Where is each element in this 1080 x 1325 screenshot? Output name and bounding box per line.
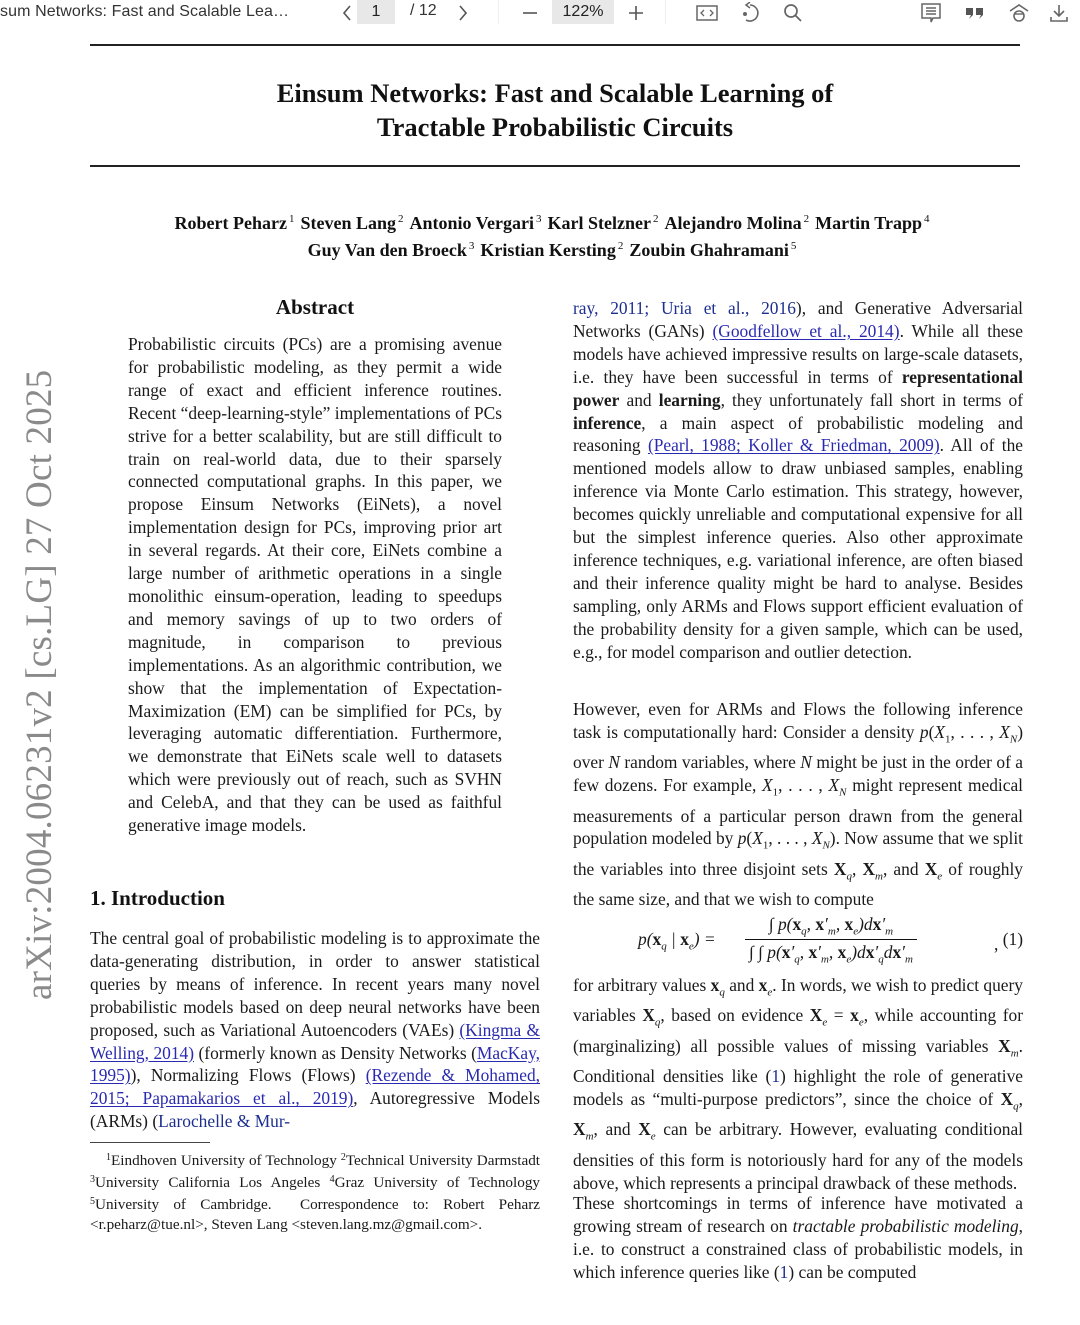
para2-text: However, even for ARMs and Flows the following inference task is computationally hard: Consider a density $p(X_1$, . . . , $X_N$) over N random variables, where N might be just in the order of a few dozens. For example, $X_1$, . . . , $X_N$ might represent medical measurements of a particular person drawn from the general population modeled by $p(X_1$, . . . , $X_N$). Now assume that we split the variables into three disjoint sets $X_q$, $X_m$, and $X_e$ of roughly the same size, and that we wish to compute xyxy=(573,699,1024,910)
zoom-out-icon xyxy=(521,4,539,22)
citation-link[interactable]: (Rezende & Mohamed, 2015; Papamakarios et al., 2019) xyxy=(90,1065,540,1109)
fit-page-icon xyxy=(696,5,718,21)
text-span: , Autoregressive Models (ARMs) ( xyxy=(90,1088,540,1132)
author-name: Karl Stelzner xyxy=(547,213,651,233)
fraction-bar xyxy=(745,939,917,940)
zoom-in-icon xyxy=(627,4,645,22)
prev-page-button[interactable] xyxy=(336,0,358,26)
title-top-rule xyxy=(90,44,1020,46)
abstract-body xyxy=(128,333,502,837)
intro-paragraph-1 xyxy=(90,927,540,1133)
authors-line-2 xyxy=(90,235,1020,262)
equation-ref-link[interactable]: 1 xyxy=(779,1261,789,1282)
toolbar-divider xyxy=(498,0,499,24)
bold-term: inference xyxy=(573,412,642,433)
author-name: Kristian Kersting xyxy=(480,240,616,260)
paper-title xyxy=(90,76,1020,144)
text-span: , they unfortunately fall short in terms of xyxy=(720,389,1023,410)
intro-text-continued xyxy=(573,297,1023,664)
title-line-1: Einsum Networks: Fast and Scalable Learning of xyxy=(276,78,834,108)
equation-number: (1) xyxy=(1002,929,1023,949)
intro-paragraph-1-continued xyxy=(573,297,1023,664)
comment-icon xyxy=(920,2,942,24)
affiliation-3: University California Los Angeles xyxy=(95,1174,321,1192)
abstract-heading: Abstract xyxy=(275,295,355,319)
rotate-button[interactable] xyxy=(738,0,764,26)
download-icon xyxy=(1049,3,1069,23)
zoom-in-button[interactable] xyxy=(624,0,648,26)
rotate-icon xyxy=(740,2,762,24)
affiliation-2: Technical University Darmstadt xyxy=(345,1152,541,1169)
para3-text: for arbitrary values $x_q$ and $x_e$. In words, we wish to predict query variables $X_q$, based on evidence $X_e = x_e$, while accounting for (marginalizing) all possible values of missing variables $X_m$. Conditional densities like (1) highlight the role of generative models as “multi-purpose predictors”, since the choice of $X_q$, $X_m$, and $X_e$ can be arbitrary. However, evaluating conditional densities of this form is notoriously hard for any of the models above, which represents a principal drawback of these methods. xyxy=(573,975,1024,1193)
text-span: can be computed xyxy=(794,1261,917,1282)
footnote-affiliations: $^1$Eindhoven University of Technology $^2$Technical University Darmstadt $^3$University California Los Angeles $^4$Graz University of Technology $^5$University of Cambridge. Correspondence to: Robert Peharz <r.peharz@tue.nl>, Steven Lang <steven.lang.mz@gmail.com>. xyxy=(90,1152,541,1233)
citation-link[interactable]: (Kingma & Welling, 2014) xyxy=(90,1019,540,1063)
intro-text xyxy=(90,927,540,1133)
equation-numerator: ∫ $p(x_q$, $x'_m$, $x_e)dx'_m$ xyxy=(768,914,894,938)
author-affiliation-marker: 3 xyxy=(468,240,475,252)
emphasis-term: tractable probabilistic modeling xyxy=(792,1215,1019,1236)
author-name: Guy Van den Broeck xyxy=(307,240,467,260)
equation-fraction xyxy=(745,914,917,966)
author-name: Alejandro Molina xyxy=(664,213,802,233)
page-number-input[interactable]: 1 xyxy=(357,0,395,24)
title-line-2: Tractable Probabilistic Circuits xyxy=(376,112,734,142)
citation-link-partial[interactable]: Larochelle & Mur- xyxy=(158,1111,291,1132)
search-button[interactable] xyxy=(780,0,806,26)
text-span: , a main aspect of probabilistic modeling and reasoning xyxy=(573,412,1023,456)
author-affiliation-marker: 2 xyxy=(397,213,404,225)
pdf-toolbar xyxy=(0,0,1080,26)
footnote-rule xyxy=(90,1142,210,1143)
scholar-button[interactable] xyxy=(1006,0,1032,26)
author-affiliation-marker: 1 xyxy=(288,213,295,225)
citation-link[interactable]: (Pearl, 1988; Koller & Friedman, 2009) xyxy=(647,435,940,456)
document-title: sum Networks: Fast and Scalable Lea… xyxy=(0,3,290,20)
zoom-out-button[interactable] xyxy=(518,0,542,26)
quote-icon xyxy=(964,5,986,21)
author-name: Antonio Vergari xyxy=(409,213,534,233)
intro-paragraph-2 xyxy=(573,698,1023,911)
intro-paragraph-4 xyxy=(573,1192,1023,1284)
author-name: Steven Lang xyxy=(300,213,396,233)
author-affiliation-marker: 4 xyxy=(923,213,930,225)
correspondence: Correspondence to: Robert Peharz <r.peharz@tue.nl>, Steven Lang <steven.lang.mz@gmail.com>. xyxy=(90,1196,540,1233)
abstract-text: Probabilistic circuits (PCs) are a promising avenue for probabilistic modeling, as they permit a wide range of exact and efficient inference routines. Recent “deep-learning-style” implementations of PCs strive for a better scalability, but are still difficult to train on real-world data, due to their sparsely connected computational graphs. In this paper, we propose Einsum Networks (EiNets), a novel implementation design for PCs, improving prior art in several regards. At their core, EiNets combine a large number of arithmetic operations in a single monolithic einsum-operation, leading to speedups and memory savings of up to two orders of magnitude, in comparison to previous implementations. As an algorithmic contribution, we show that the implementation of Expectation-Maximization (EM) can be simplified for PCs, by leveraging automatic differentiation. Furthermore, we demonstrate that EiNets scale well to datasets which were previously out of reach, such as SVHN and CelebA, and that they can be used as faithful generative image models. xyxy=(128,334,502,836)
para4-text: These shortcomings in terms of inference have motivated a growing stream of research on tractable probabilistic modeling, i.e. to construct a constrained class of probabilistic models, in which inference queries like (1) can be computed xyxy=(573,1193,1024,1282)
text-span: . While all these models have achieved impressive results on large-scale datasets, i.e. they have been successful in terms of xyxy=(573,320,1024,387)
author-name: Robert Peharz xyxy=(174,213,287,233)
citation-link[interactable]: MacKay, 1995) xyxy=(90,1042,540,1086)
fit-page-button[interactable] xyxy=(694,0,720,26)
equation-lhs: $p(x_q$ | $x_e$) = xyxy=(638,929,716,953)
intro-paragraph-3 xyxy=(573,974,1023,1195)
author-affiliation-marker: 5 xyxy=(790,240,797,252)
author-name: Zoubin Ghahramani xyxy=(629,240,789,260)
author-name: Martin Trapp xyxy=(815,213,922,233)
affiliation-1: Eindhoven University of Technology xyxy=(111,1152,337,1169)
text-span: . All of the mentioned models allow to draw unbiased samples, enabling inference via Monte Carlo estimation. This strategy, however, becomes quickly unreliable and computational expensive for all but the simplest inference queries. Also other approximate inference techniques, e.g. variational inference, are often biased and their inference quality might be hard to analyse. Besides sampling, only ARMs and Flows support efficient evaluation of the probability density for a given sample, which can be used, e.g., for model comparison and outlier detection. xyxy=(573,435,1023,662)
citation-link[interactable]: (Goodfellow et al., 2014) xyxy=(712,320,900,341)
affiliation-5: University of Cambridge. xyxy=(95,1196,272,1214)
scholar-icon xyxy=(1008,2,1030,24)
author-affiliation-marker: 2 xyxy=(803,213,810,225)
text-span: The central goal of probabilistic modeling is to approximate the data-generating distribution, in order to answer statistical queries by means of inference. In recent years many novel probabilistic models based on deep neural networks have been proposed, such as Variational Autoencoders (VAEs) xyxy=(90,928,540,1040)
text-span: and xyxy=(619,389,659,410)
author-affiliation-marker: 2 xyxy=(617,240,624,252)
chevron-left-icon xyxy=(341,4,353,22)
equation-1: $p(x_q$ | $x_e$) = ∫ $p(x_q$, $x'_m$, $x_e)dx'_m$ ∫ ∫ $p(x'_q$, $x'_m$, $x_e)dx'_qdx'_m$ , (1) xyxy=(638,914,1023,966)
citation-link[interactable]: ray, 2011; Uria et al., 2016 xyxy=(573,298,796,318)
bold-term: learning xyxy=(658,389,721,410)
total-pages: / 12 xyxy=(410,2,437,19)
toolbar-divider xyxy=(665,0,666,24)
text-span: ), and Generative Adversarial Networks (GANs) xyxy=(573,298,1024,341)
text-span: These shortcomings in terms of inference have motivated a growing stream of research on xyxy=(573,1193,1023,1236)
text-span: ), Normalizing Flows (Flows) xyxy=(130,1065,366,1086)
download-button[interactable] xyxy=(1046,0,1072,26)
author-affiliation-marker: 3 xyxy=(536,213,542,225)
zoom-level[interactable]: 122% xyxy=(552,0,614,24)
equation-denominator: ∫ ∫ $p(x'_q$, $x'_m$, $x_e)dx'_qdx'_m$ xyxy=(749,942,913,966)
affiliation-4: Graz University of Technology xyxy=(334,1174,541,1192)
authors-line-1 xyxy=(90,208,1020,235)
arxiv-stamp: arXiv:2004.06231v2 [cs.LG] 27 Oct 2025 xyxy=(19,369,60,1000)
section-heading-introduction: 1. Introduction xyxy=(90,886,225,910)
author-list xyxy=(90,208,1020,262)
next-page-button[interactable] xyxy=(452,0,474,26)
comments-button[interactable] xyxy=(918,0,944,26)
cite-button[interactable] xyxy=(962,0,988,26)
text-span: (formerly known as Density Networks ( xyxy=(194,1042,477,1063)
text-span: , i.e. to construct a constrained class of probabilistic models, in which inference queries like xyxy=(573,1215,1024,1282)
search-icon xyxy=(783,3,803,23)
equation-ref-link[interactable]: 1 xyxy=(771,1066,781,1087)
author-affiliation-marker: 2 xyxy=(652,213,659,225)
chevron-right-icon xyxy=(457,4,469,22)
title-bottom-rule xyxy=(90,165,1020,167)
bold-term: representational power xyxy=(573,366,1023,410)
